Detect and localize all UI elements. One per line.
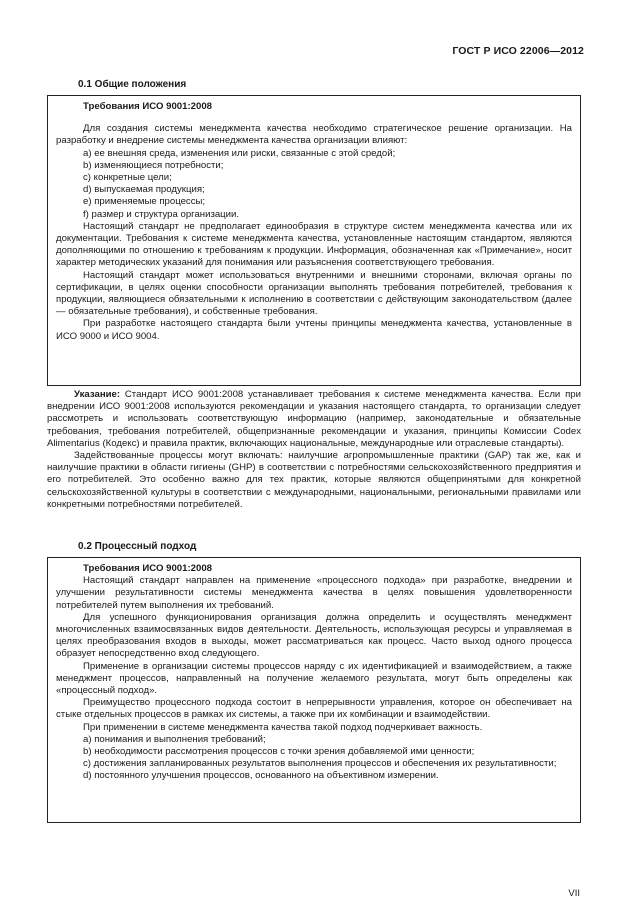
paragraph: При применении в системе менеджмента качества такой подход подчеркивает важность.: [83, 721, 483, 733]
paragraph: Настоящий стандарт не предполагает единообразия в структуре систем менеджмента качества или их документации. Требования к системе менеджмента качества, установленные настоящим стандартом, являются дополняющими по отношению к требованиям к продукции. Информация, обозначенная как «Примечание», носит характер методических указаний для понимания или разъяснения соответствующего требования.: [56, 220, 572, 269]
list-item: c) конкретные цели;: [83, 172, 172, 184]
paragraph: Для создания системы менеджмента качества необходимо стратегическое решение организации. На разработку и внедрение системы менеджмента качества организации влияют:: [56, 123, 572, 147]
section-title-general: 0.1 Общие положения: [78, 79, 187, 90]
list-item: d) постоянного улучшения процессов, основанного на объективном измерении.: [83, 770, 439, 782]
list-item: e) применяемые процессы;: [83, 196, 206, 208]
paragraph: Преимущество процессного подхода состоит в непрерывности управления, которое он обеспечивает на стыке отдельных процессов в рамках их системы, а также при их комбинации и взаимодействии.: [56, 697, 572, 721]
list-item: f) размер и структура организации.: [83, 208, 240, 220]
requirements-box-process: [47, 557, 581, 823]
page-number: VII: [568, 888, 580, 899]
section-title-process: 0.2 Процессный подход: [78, 541, 197, 552]
list-item: a) понимания и выполнения требований;: [83, 733, 266, 745]
list-item: d) выпускаемая продукция;: [83, 184, 205, 196]
requirements-box-title: Требования ИСО 9001:2008: [83, 101, 213, 112]
paragraph: При разработке настоящего стандарта были учтены принципы менеджмента качества, установленные в ИСО 9000 и ИСО 9004.: [56, 318, 572, 342]
guidance-text: Стандарт ИСО 9001:2008 устанавливает требования к системе менеджмента качества. Если при внедрении ИСО 9001:2008 используются рекомендации и указания настоящего стандарта, то организации следует рассмотреть и использовать соответствующую информацию (например, законодательные и обязательные требования, требования потребителей, общепризнанные рекомендации и указания, принципы Комиссии Codex Alimentarius (Кодекс) и правила практик, включающих национальные, международные или отраслевые стандарты).: [47, 389, 581, 449]
paragraph: Применение в организации системы процессов наряду с их идентификацией и взаимодействием, а также менеджмент процессов, направленный на получение желаемого результата, могут быть определены как «процессный подход».: [56, 660, 572, 697]
guidance-label: Указание:: [74, 389, 121, 400]
guidance-block: [47, 389, 581, 511]
list-item: b) изменяющиеся потребности;: [83, 159, 224, 171]
paragraph: Задействованные процессы могут включать: наилучшие агропромышленные практики (GAP) так же, как и наилучшие практики в области гигиены (GHP) в соответствии с потребностями сельскохозяйственного предприятия и его потребителей. Это особенно важно для тех практик, которые являются общепринятыми для конкретной сельскохозяйственной культуры в соответствии с международными, национальными, региональными правилами или конкретными потребностями потребителей.: [47, 450, 581, 510]
paragraph: Настоящий стандарт направлен на применение «процессного подхода» при разработке, внедрении и улучшении результативности системы менеджмента качества в целях повышения удовлетворенности потребителей путем выполнения их требований.: [56, 575, 572, 611]
guidance-paragraph: [47, 389, 581, 450]
requirements-box-title: Требования ИСО 9001:2008: [83, 563, 213, 574]
list-item: c) достижения запланированных результатов выполнения процессов и обеспечения их результативности;: [83, 758, 557, 770]
document-id-header: ГОСТ Р ИСО 22006—2012: [452, 45, 584, 57]
paragraph: Настоящий стандарт может использоваться внутренними и внешними сторонами, включая органы по сертификации, в целях оценки способности организации выполнять требования потребителей, требования к продукции, являющиеся обязательными к исполнению в соответствии с действующим законодательством (далее — обязательные требования), и собственные требования.: [56, 269, 572, 318]
list-item: b) необходимости рассмотрения процессов с точки зрения добавляемой ими ценности;: [83, 746, 475, 758]
list-item: a) ее внешняя среда, изменения или риски, связанные с этой средой;: [83, 147, 396, 159]
requirements-box-general: [47, 95, 581, 386]
paragraph: Для успешного функционирования организация должна определить и осуществлять менеджмент многочисленных взаимосвязанных видов деятельности. Деятельность, использующая ресурсы и управляемая в целях преобразования входов в выходы, может рассматриваться как процесс. Часто выход одного процесса образует непосредственно вход следующего.: [56, 611, 572, 660]
